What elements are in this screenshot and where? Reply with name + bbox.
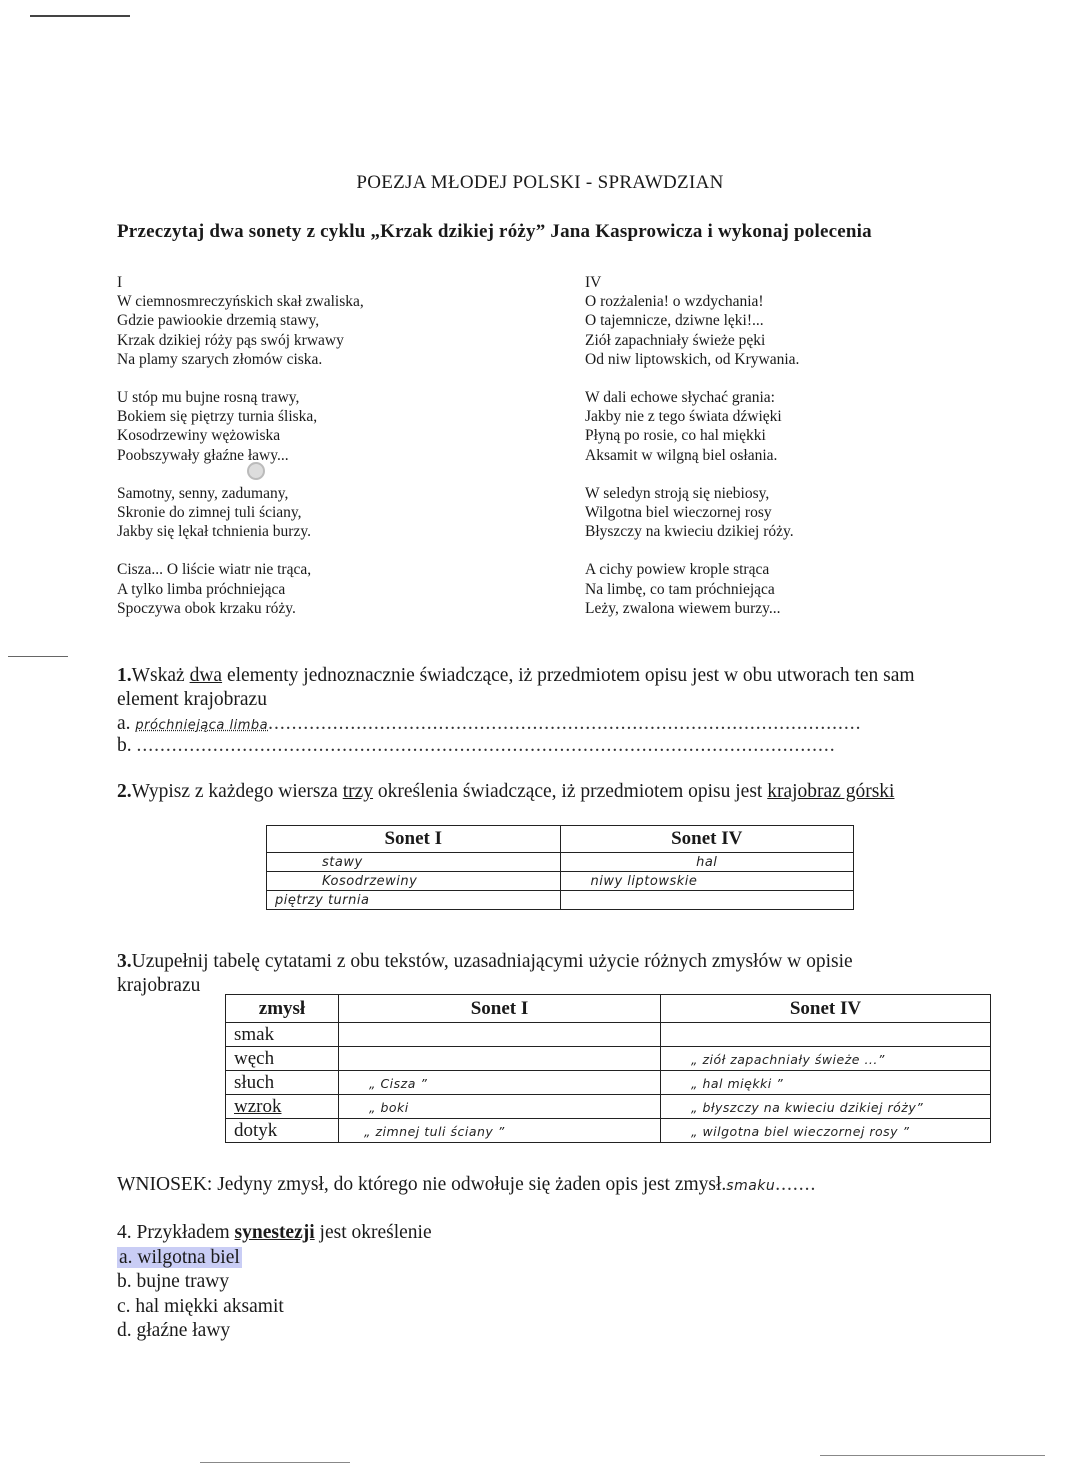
selected-option-highlight: a. wilgotna biel [119,1246,240,1268]
conclusion-answer[interactable]: smaku [726,1178,776,1194]
scan-line-bottom-right [820,1455,1045,1456]
sense-label: słuch [226,1071,339,1095]
table-cell[interactable]: „ boki [339,1095,661,1119]
table-cell[interactable] [560,891,854,910]
task-4 [117,1221,432,1344]
task-1 [117,664,997,756]
verse: Leży, zwalona wiewem burzy... [585,599,781,617]
table-cell[interactable]: „ wilgotna biel wieczornej rosy ” [661,1119,991,1143]
verse: Ziół zapachniały świeże pęki [585,331,766,349]
sense-label: dotyk [226,1119,339,1143]
stanza [117,292,364,369]
verse: Jakby się lękał tchnienia burzy. [117,523,311,541]
verse: Bokiem się piętrzy turnia śliska, [117,408,318,426]
conclusion-text: Jedyny zmysł, do którego nie odwołuje się żaden opis jest zmysł. [217,1174,727,1195]
sonnet-1 [117,273,364,637]
verse: Aksamit w wilgną biel osłania. [585,446,778,464]
option-d[interactable]: d. głaźne ławy [117,1320,231,1341]
table-cell[interactable]: niwy liptowskie [560,872,854,891]
column-header: Sonet I [267,826,561,853]
table-cell[interactable]: „ hal miękki ” [661,1071,991,1095]
verse: U stóp mu bujne rosną trawy, [117,389,300,407]
verse: A cichy powiew krople strąca [585,561,770,579]
verse: Od niw liptowskich, od Krywania. [585,350,800,368]
table-cell[interactable]: „ ziół zapachniały świeże ...” [661,1047,991,1071]
table-cell[interactable]: „ Cisza ” [339,1071,661,1095]
handwritten-answer: próchniejąca limba [135,718,269,733]
option-c[interactable]: c. hal miękki aksamit [117,1295,284,1317]
table-cell[interactable] [339,1023,661,1047]
scan-mark-left [8,656,68,657]
verse: Kosodrzewiny wężowiska [117,427,281,445]
verse: Na limbę, co tam próchniejąca [585,580,775,598]
stanza [117,484,364,542]
sonnet-number: IV [585,274,602,291]
verse: Spoczywa obok krzaku róży. [117,599,296,617]
option-a[interactable] [117,1246,432,1271]
verse: O rozżalenia! o wzdychania! [585,293,764,311]
verse: Samotny, senny, zadumany, [117,484,289,502]
stanza [117,388,364,465]
task-3-table [225,994,991,1143]
table-cell[interactable]: piętrzy turnia [267,891,561,910]
table-cell[interactable]: „ zimnej tuli ściany ” [339,1119,661,1143]
table-cell[interactable] [339,1047,661,1071]
conclusion-label: WNIOSEK: [117,1174,213,1195]
verse: W seledyn stroją się niebiosy, [585,484,770,502]
verse: Poobszywały głaźne ławy... [117,446,289,464]
table-cell[interactable]: „ błyszczy na kwieciu dzikiej róży” [661,1095,991,1119]
verse: Cisza... O liście wiatr nie trąca, [117,561,312,579]
table-cell[interactable]: hal [560,853,854,872]
stanza [117,560,364,618]
verse: Błyszczy na kwieciu dzikiej róży. [585,523,794,541]
column-header: Sonet IV [560,826,854,853]
verse: W ciemnosmreczyńskich skał zwaliska, [117,293,364,311]
verse: Gdzie pawiookie drzemią stawy, [117,312,320,330]
verse: Krzak dzikiej róży pąs swój krwawy [117,331,344,349]
verse: Jakby nie z tego świata dźwięki [585,408,782,426]
verse: O tajemnicze, dziwne lęki!... [585,312,764,330]
column-header: Sonet I [339,995,661,1023]
column-header: zmysł [226,995,339,1023]
task-1-prompt-cont: element krajobrazu [117,689,267,710]
verse: Płyną po rosie, co hal miękki [585,427,766,445]
stanza [585,388,799,465]
answer-a[interactable]: a. próchniejąca limba..................................................................................................... [117,713,862,734]
sonnet-4 [585,273,799,637]
scan-line-bottom-left [200,1462,350,1463]
sense-label: smak [226,1023,339,1047]
table-cell[interactable] [661,1023,991,1047]
verse: Wilgotna biel wieczornej rosy [585,504,772,522]
page-title: POEZJA MŁODEJ POLSKI - SPRAWDZIAN [356,172,724,193]
answer-b[interactable]: b. ....................................................................................................................... [117,735,836,756]
instruction: Przeczytaj dwa sonety z cyklu „Krzak dzikiej róży” Jana Kasprowicza i wykonaj polecenia [117,221,872,242]
sense-label: węch [226,1047,339,1071]
task-3-prompt: 3.Uzupełnij tabelę cytatami z obu tekstów, uzasadniającymi użycie różnych zmysłów w opisie krajobrazu [117,951,853,996]
verse: Skronie do zimnej tuli ściany, [117,504,302,522]
verse: W dali echowe słychać grania: [585,389,775,407]
option-b[interactable]: b. bujne trawy [117,1271,230,1292]
stanza [585,560,799,618]
task-4-prompt: 4. Przykładem synestezji jest określenie [117,1222,432,1243]
sense-label: wzrok [226,1095,339,1119]
scan-mark-top [30,15,130,17]
verse: A tylko limba próchniejąca [117,580,286,598]
sonnet-number: I [117,274,123,291]
table-cell[interactable]: stawy [267,853,561,872]
task-2-table [266,825,854,910]
stanza [585,484,799,542]
table-cell[interactable]: Kosodrzewiny [267,872,561,891]
conclusion: WNIOSEK: Jedyny zmysł, do którego nie odwołuje się żaden opis jest zmysł.smaku....... [117,1174,817,1195]
stanza [585,292,799,369]
column-header: Sonet IV [661,995,991,1023]
task-2-prompt: 2.Wypisz z każdego wiersza trzy określenia świadczące, iż przedmiotem opisu jest krajobraz górski [117,781,895,802]
verse: Na plamy szarych złomów ciska. [117,350,323,368]
task-1-prompt: 1.Wskaż dwa elementy jednoznacznie świadczące, iż przedmiotem opisu jest w obu utworach ten sam [117,665,915,686]
